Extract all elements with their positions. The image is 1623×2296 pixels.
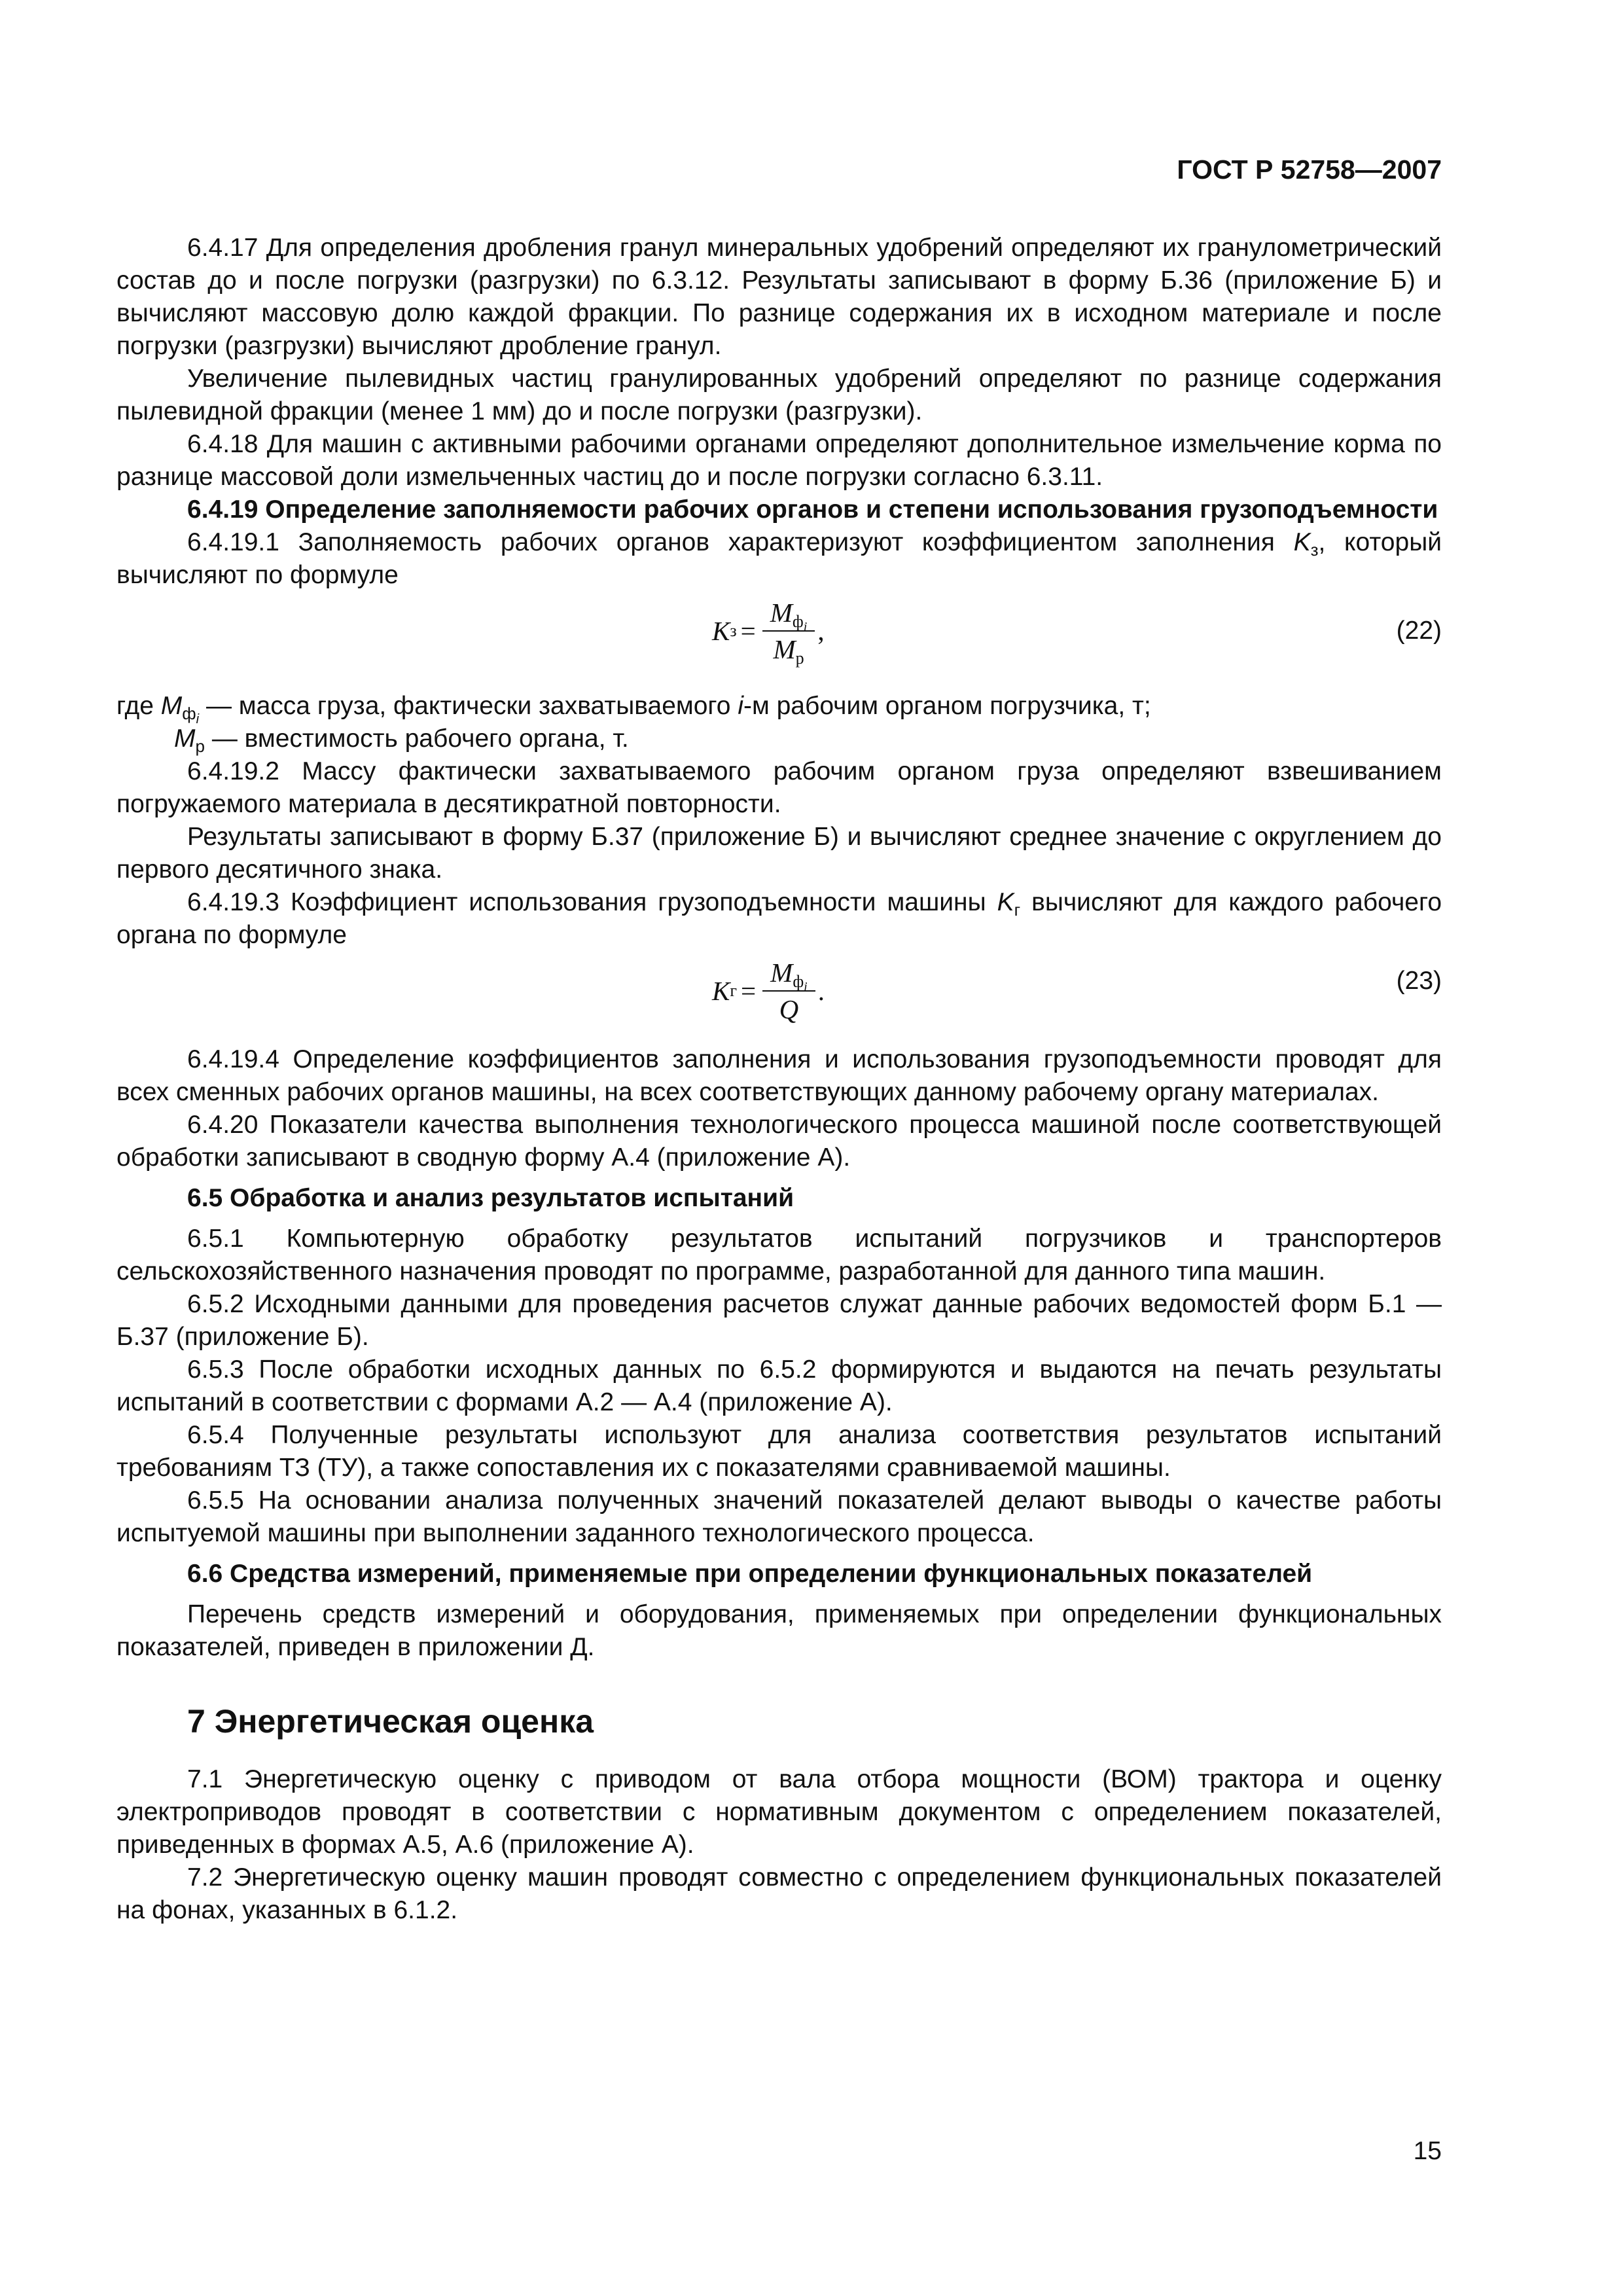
formula-23-number: (23) (1396, 967, 1442, 995)
paragraph-6-5-1: 6.5.1 Компьютерную обработку результатов испытаний погрузчиков и транспортеров сельскохозяйственного назначения проводят по программе, разработанной для данного типа машин. (116, 1225, 1442, 1285)
formula-22-number: (22) (1396, 617, 1442, 645)
where-line-2: $M_р$ — вместимость рабочего органа, т. (174, 725, 629, 756)
paragraph-6-4-19-1 (116, 526, 1442, 592)
formula-22 (116, 592, 1442, 690)
heading-section-7: 7 Энергетическая оценка (187, 1703, 594, 1740)
where-block (116, 690, 1442, 755)
where-line-1: где $M_{ф_i}$ — масса груза, фактически захватываемого i-м рабочим органом погрузчика, т; (116, 692, 1151, 726)
formula-23-expression: K г = $\frac{M_{ф_i}}{Q}$ . (712, 958, 825, 1024)
paragraph-6-5-4: 6.5.4 Полученные результаты используют для анализа соответствия результатов испытаний требованиям ТЗ (ТУ), а также сопоставления их с показателями сравниваемой машины. (116, 1421, 1442, 1482)
paragraph-6-5-2: 6.5.2 Исходными данными для проведения расчетов служат данные рабочих ведомостей форм Б.1 — Б.37 (приложение Б). (116, 1290, 1442, 1351)
formula-22-fraction: $\frac{M_{ф_i}}{M_р}$ (762, 598, 815, 664)
paragraph-6-5-3: 6.5.3 После обработки исходных данных по 6.5.2 формируются и выдаются на печать результаты испытаний в соответствии с формами А.2 — А.4 (приложение А). (116, 1355, 1442, 1416)
paragraph-6-4-19-2: 6.4.19.2 Массу фактически захватываемого рабочим органом груза определяют взвешиванием погружаемого материала в десятикратной повторности. (116, 757, 1442, 818)
paragraph-6-4-18: 6.4.18 Для машин с активными рабочими органами определяют дополнительное измельчение корма по разнице массовой доли измельченных частиц до и после погрузки согласно 6.3.11. (116, 430, 1442, 491)
page-number: 15 (1413, 2137, 1442, 2165)
p6-4-19-1-text: 6.4.19.1 Заполняемость рабочих органов характеризуют коэффициентом заполнения (187, 528, 1275, 556)
formula-23-fraction: $\frac{M_{ф_i}}{Q}$ (762, 958, 815, 1024)
document-body (116, 232, 1442, 1927)
p6-4-19-1-tail: , который вычисляют по формуле (116, 528, 1442, 589)
paragraph-7-2: 7.2 Энергетическую оценку машин проводят совместно с определением функциональных показателей на фонах, указанных в 6.1.2. (116, 1863, 1442, 1924)
formula-23 (116, 952, 1442, 1043)
heading-6-5: 6.5 Обработка и анализ результатов испытаний (187, 1184, 794, 1212)
paragraph-6-6: Перечень средств измерений и оборудования, применяемых при определении функциональных показателей, приведен в приложении Д. (116, 1600, 1442, 1661)
kz-symbol: $K_з$ (1293, 528, 1319, 560)
heading-6-4-19: 6.4.19 Определение заполняемости рабочих органов и степени использования грузоподъемности (187, 495, 1438, 524)
paragraph-dust: Увеличение пылевидных частиц гранулированных удобрений определяют по разнице содержания пылевидной фракции (менее 1 мм) до и после погрузки (разгрузки). (116, 365, 1442, 425)
standard-header: ГОСТ Р 52758—2007 (1177, 154, 1442, 185)
paragraph-6-5-5: 6.5.5 На основании анализа полученных значений показателей делают выводы о качестве работы испытуемой машины при выполнении заданного технологического процесса. (116, 1486, 1442, 1547)
formula-22-expression: K з = $\frac{M_{ф_i}}{M_р}$ , (712, 598, 825, 668)
paragraph-6-4-17: 6.4.17 Для определения дробления гранул минеральных удобрений определяют их гранулометрический состав до и после погрузки (разгрузки) по 6.3.12. Результаты записывают в форму Б.36 (приложение Б) и вычисляют массовую долю каждой фракции. По разнице содержания их в исходном материале и после погрузки (разгрузки) вычисляют дробление гранул. (116, 234, 1442, 360)
paragraph-results: Результаты записывают в форму Б.37 (приложение Б) и вычисляют среднее значение с округлением до первого десятичного знака. (116, 823, 1442, 884)
heading-6-6: 6.6 Средства измерений, применяемые при определении функциональных показателей (187, 1560, 1313, 1588)
paragraph-6-4-20: 6.4.20 Показатели качества выполнения технологического процесса машиной после соответствующей обработки записывают в сводную форму А.4 (приложение А). (116, 1111, 1442, 1172)
document-page (116, 0, 1442, 2296)
paragraph-6-4-19-3: 6.4.19.3 Коэффициент использования грузоподъемности машины $K_г$ вычисляют для каждого рабочего органа по формуле (116, 888, 1442, 949)
paragraph-7-1: 7.1 Энергетическую оценку с приводом от вала отбора мощности (ВОМ) трактора и оценку электроприводов проводят в соответствии с нормативным документом с определением показателей, приведенных в формах А.5, А.6 (приложение А). (116, 1765, 1442, 1859)
paragraph-6-4-19-4: 6.4.19.4 Определение коэффициентов заполнения и использования грузоподъемности проводят для всех сменных рабочих органов машины, на всех соответствующих данному рабочему органу материалах. (116, 1045, 1442, 1106)
